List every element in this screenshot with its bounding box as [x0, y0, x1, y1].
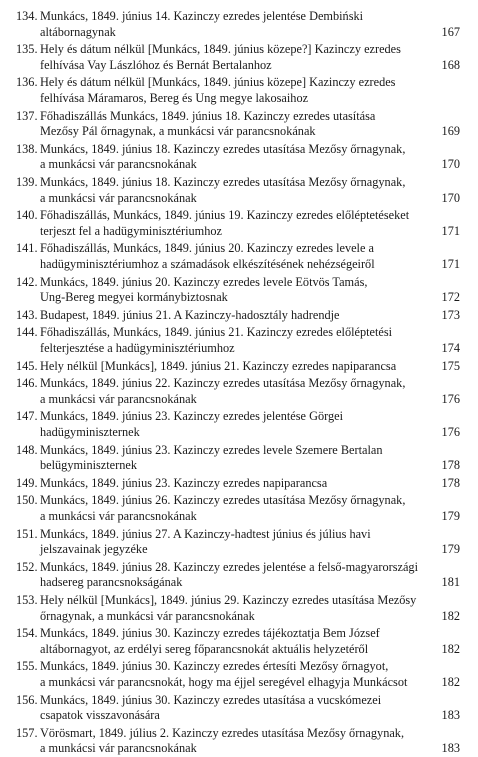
entry-first-line: [16, 275, 460, 291]
entry-first-line: [16, 493, 460, 509]
entry-page-number: 174: [441, 340, 460, 355]
entry-page-number: 170: [441, 190, 460, 205]
entry-title-text: őrnagynak, a munkácsi vár parancsnokának: [40, 608, 255, 623]
entry-first-line: [16, 142, 460, 158]
entry-title-text: Munkács, 1849. június 22. Kazinczy ezredes utasítása Mezősy őrnagynak,: [40, 376, 406, 391]
entry-page-number: 169: [441, 124, 460, 139]
entry-continuation-line: [16, 157, 460, 173]
entry-title-text: felhívása Máramaros, Bereg és Ung megye lakosaihoz: [40, 90, 309, 105]
entry-page-number: 170: [441, 157, 460, 172]
toc-entry: [16, 9, 460, 40]
entry-continuation-line: [16, 191, 460, 207]
entry-title-text: csapatok visszavonására: [40, 708, 160, 723]
entry-title-text: a munkácsi vár parancsnokának: [40, 190, 197, 205]
entry-title-text: Munkács, 1849. június 30. Kazinczy ezredes értesíti Mezősy őrnagyot,: [40, 659, 389, 674]
entry-title-text: Munkács, 1849. június 20. Kazinczy ezredes levele Eötvös Tamás,: [40, 274, 368, 289]
toc-entry: [16, 659, 460, 690]
entry-page-number: 178: [441, 458, 460, 473]
entry-title-text: a munkácsi vár parancsnokának: [40, 741, 197, 756]
entry-title-text: Munkács, 1849. június 28. Kazinczy ezredes jelentése a felső-magyarországi: [40, 559, 418, 574]
entry-number: 157.: [16, 725, 38, 740]
toc-entry: [16, 275, 460, 306]
entry-page-number: 176: [441, 391, 460, 406]
entry-number: 134.: [16, 9, 38, 23]
entry-first-line: [16, 241, 460, 257]
entry-page-number: 182: [441, 674, 460, 689]
entry-page-number: 183: [441, 708, 460, 723]
entry-title-text: terjeszt fel a hadügyminisztériumhoz: [40, 223, 222, 238]
entry-title-text: a munkácsi vár parancsnokát, hogy ma éjjel seregével elhagyja Munkácsot: [40, 674, 408, 689]
entry-continuation-line: [16, 609, 460, 625]
entry-title-text: Főhadiszállás, Munkács, 1849. június 19. Kazinczy ezredes előléptetéseket: [40, 208, 410, 223]
entry-page-number: 173: [441, 307, 460, 322]
toc-entry: [16, 476, 460, 492]
toc-entry: [16, 593, 460, 624]
entry-continuation-line: [16, 91, 460, 107]
entry-number: 140.: [16, 208, 38, 223]
entry-first-line: [16, 659, 460, 675]
entry-continuation-line: [16, 224, 460, 240]
toc-entry: [16, 142, 460, 173]
entry-first-line: [16, 359, 460, 375]
entry-number: 151.: [16, 526, 38, 541]
entry-first-line: [16, 409, 460, 425]
entry-title-text: Hely nélkül [Munkács], 1849. június 29. Kazinczy ezredes utasítása Mezősy: [40, 593, 417, 607]
entry-first-line: [16, 9, 460, 25]
toc-entry: [16, 208, 460, 239]
entry-first-line: [16, 476, 460, 492]
entry-page-number: 175: [441, 358, 460, 373]
entry-first-line: [16, 626, 460, 642]
entry-number: 138.: [16, 141, 38, 156]
entry-page-number: 182: [441, 641, 460, 656]
entry-number: 152.: [16, 559, 38, 574]
entry-page-number: 178: [441, 475, 460, 490]
entry-title-text: Munkács, 1849. június 23. Kazinczy ezredes napiparancsa: [40, 475, 328, 490]
entry-page-number: 168: [441, 57, 460, 72]
entry-first-line: [16, 527, 460, 543]
entry-continuation-line: [16, 675, 460, 691]
entry-page-number: 179: [441, 542, 460, 557]
toc-entry: [16, 409, 460, 440]
entry-first-line: [16, 443, 460, 459]
toc-entry: [16, 42, 460, 73]
entry-title-text: a munkácsi vár parancsnokának: [40, 157, 197, 172]
entry-number: 146.: [16, 376, 38, 391]
toc-entry: [16, 175, 460, 206]
entry-title-text: Munkács, 1849. június 18. Kazinczy ezredes utasítása Mezősy őrnagynak,: [40, 141, 406, 156]
entry-continuation-line: [16, 124, 460, 140]
entry-title-text: Főhadiszállás, Munkács, 1849. június 20. Kazinczy ezredes levele a: [40, 241, 374, 256]
entry-title-text: a munkácsi vár parancsnokának: [40, 508, 197, 523]
entry-first-line: [16, 325, 460, 341]
entry-title-text: Munkács, 1849. június 30. Kazinczy ezredes utasítása a vucskómezei: [40, 692, 382, 707]
entry-page-number: 179: [441, 508, 460, 523]
entry-page-number: 181: [441, 575, 460, 590]
toc-entry: [16, 109, 460, 140]
entry-title-text: Munkács, 1849. június 23. Kazinczy ezredes jelentése Görgei: [40, 409, 344, 424]
entry-title-text: hadügyminiszternek: [40, 424, 140, 439]
entry-first-line: [16, 376, 460, 392]
entry-first-line: [16, 560, 460, 576]
entry-title-text: Munkács, 1849. június 30. Kazinczy ezredes tájékoztatja Bem József: [40, 626, 380, 641]
entry-continuation-line: [16, 458, 460, 474]
toc-entry: [16, 325, 460, 356]
toc-entry: [16, 75, 460, 106]
entry-continuation-line: [16, 25, 460, 41]
entry-continuation-line: [16, 290, 460, 306]
toc-entry: [16, 241, 460, 272]
entry-title-text: felhívása Vay Lászlóhoz és Bernát Bertalanhoz: [40, 57, 272, 72]
entry-number: 135.: [16, 42, 38, 57]
entry-page-number: 183: [441, 741, 460, 756]
entry-continuation-line: [16, 542, 460, 558]
entry-number: 145.: [16, 358, 38, 373]
entry-number: 144.: [16, 325, 38, 340]
entry-number: 148.: [16, 442, 38, 457]
entry-number: 150.: [16, 493, 38, 508]
entry-title-text: Mezősy Pál őrnagynak, a munkácsi vár parancsnokának: [40, 124, 316, 139]
entry-continuation-line: [16, 741, 460, 757]
entry-page-number: 171: [441, 223, 460, 238]
entry-page-number: 172: [441, 290, 460, 305]
entry-continuation-line: [16, 708, 460, 724]
entry-number: 137.: [16, 108, 38, 123]
entry-title-text: Munkács, 1849. június 27. A Kazinczy-hadtest június és július havi: [40, 526, 371, 541]
entry-title-text: belügyminiszternek: [40, 458, 137, 473]
toc-entry: [16, 560, 460, 591]
entry-first-line: [16, 208, 460, 224]
entry-title-text: a munkácsi vár parancsnokának: [40, 391, 197, 406]
entry-first-line: [16, 109, 460, 125]
toc-entry: [16, 308, 460, 324]
entry-number: 154.: [16, 626, 38, 641]
toc-entry: [16, 726, 460, 757]
toc-entry: [16, 626, 460, 657]
entry-continuation-line: [16, 425, 460, 441]
entry-title-text: Munkács, 1849. június 23. Kazinczy ezredes levele Szemere Bertalan: [40, 442, 383, 457]
entry-page-number: 167: [441, 24, 460, 39]
toc-entry: [16, 359, 460, 375]
entry-number: 147.: [16, 409, 38, 424]
entry-continuation-line: [16, 341, 460, 357]
entry-page-number: 176: [441, 424, 460, 439]
entry-title-text: Vörösmart, 1849. július 2. Kazinczy ezredes utasítása Mezősy őrnagynak,: [40, 725, 405, 740]
entry-continuation-line: [16, 575, 460, 591]
entry-title-text: Hely és dátum nélkül [Munkács, 1849. június közepe] Kazinczy ezredes: [40, 75, 396, 90]
entry-number: 149.: [16, 475, 38, 490]
entry-number: 143.: [16, 307, 38, 322]
entry-title-text: jelszavainak jegyzéke: [40, 542, 148, 557]
entry-number: 153.: [16, 593, 38, 607]
entry-title-text: Munkács, 1849. június 18. Kazinczy ezredes utasítása Mezősy őrnagynak,: [40, 175, 406, 189]
entry-first-line: [16, 593, 460, 609]
entry-continuation-line: [16, 509, 460, 525]
entry-title-text: Ung-Bereg megyei kormánybiztosnak: [40, 290, 228, 305]
entry-title-text: felterjesztése a hadügyminisztériumhoz: [40, 340, 235, 355]
entry-title-text: Főhadiszállás Munkács, 1849. június 18. Kazinczy ezredes utasítása: [40, 108, 376, 123]
toc-entry: [16, 693, 460, 724]
entry-first-line: [16, 308, 460, 324]
entry-title-text: altábornagyot, az erdélyi sereg főparancsnokát aktuális helyzetéről: [40, 641, 369, 656]
entry-continuation-line: [16, 642, 460, 658]
entry-number: 141.: [16, 241, 38, 256]
entry-title-text: hadügyminisztériumhoz a számadások elkészítésének nehézségeiről: [40, 256, 375, 271]
entry-page-number: 171: [441, 256, 460, 271]
entry-first-line: [16, 75, 460, 91]
entry-continuation-line: [16, 257, 460, 273]
entry-number: 139.: [16, 175, 38, 189]
toc-entry: [16, 443, 460, 474]
entry-title-text: Hely nélkül [Munkács], 1849. június 21. Kazinczy ezredes napiparancsa: [40, 358, 397, 373]
entry-number: 155.: [16, 659, 38, 674]
entry-title-text: Hely és dátum nélkül [Munkács, 1849. június közepe?] Kazinczy ezredes: [40, 42, 401, 57]
entry-title-text: Munkács, 1849. június 26. Kazinczy ezredes utasítása Mezősy őrnagynak,: [40, 493, 406, 508]
entry-first-line: [16, 726, 460, 742]
entry-continuation-line: [16, 392, 460, 408]
entry-number: 142.: [16, 274, 38, 289]
entry-number: 136.: [16, 75, 38, 90]
entry-page-number: 182: [441, 608, 460, 623]
entry-title-text: Budapest, 1849. június 21. A Kazinczy-hadosztály hadrendje: [40, 307, 340, 322]
toc-entry: [16, 493, 460, 524]
entry-first-line: [16, 175, 460, 191]
entry-number: 156.: [16, 692, 38, 707]
entry-title-text: Főhadiszállás, Munkács, 1849. június 21. Kazinczy ezredes előléptetési: [40, 325, 393, 340]
entry-title-text: altábornagynak: [40, 24, 116, 39]
entry-title-text: hadsereg parancsnokságának: [40, 575, 183, 590]
toc-entry: [16, 376, 460, 407]
entry-title-text: Munkács, 1849. június 14. Kazinczy ezredes jelentése Dembiński: [40, 9, 364, 23]
toc-entry: [16, 527, 460, 558]
entry-continuation-line: [16, 58, 460, 74]
entry-first-line: [16, 42, 460, 58]
